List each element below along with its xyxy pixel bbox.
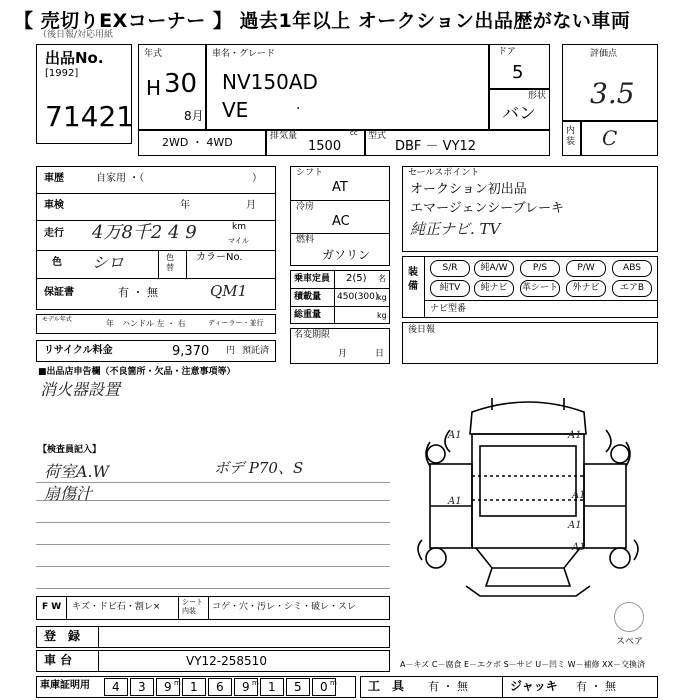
- inspector-line-1: 荷室A.W: [44, 462, 110, 481]
- later-report-box: [402, 322, 658, 364]
- cert-digit: 1: [190, 680, 198, 694]
- ac-label: 冷房: [296, 202, 315, 212]
- jack-value: 有 ・ 無: [576, 680, 616, 693]
- warranty-label: 保証書: [44, 287, 74, 298]
- cert-digit: 4: [112, 680, 120, 694]
- chassis-number: VY12-258510: [186, 654, 267, 668]
- sales-points-label: セールスポイント: [408, 168, 480, 178]
- exhibitor-notes-label: ■出品店申告欄（不良箇所・欠品・注意事項等）: [38, 367, 236, 377]
- equipment-item: P/S: [520, 260, 560, 277]
- interior-label: 内装: [566, 126, 576, 147]
- history-close: ）: [252, 173, 262, 184]
- cert-digit: 1: [268, 680, 276, 694]
- inspection-label: 車検: [44, 200, 64, 211]
- sub-note: （後日報/対応用紙: [38, 30, 114, 40]
- damage-mark-6: A1: [572, 542, 586, 553]
- dealer-label: ディーラー・並行: [208, 319, 264, 327]
- equipment-item: 純TV: [430, 280, 470, 297]
- warranty-value: 有 ・ 無: [118, 286, 158, 299]
- damage-legend: A－キズ C－腐食 E－エクボ S－サビ U－凹ミ W－補修 XX－交換済: [400, 660, 646, 669]
- color-no-value: QM1: [210, 282, 248, 300]
- weight-label: 総重量: [294, 310, 322, 320]
- displacement-value: 1500: [308, 139, 342, 154]
- sales-point-handwritten: 純正ナビ. TV: [410, 220, 501, 238]
- shape-label: 形状: [528, 91, 547, 101]
- color-value: シロ: [92, 253, 125, 272]
- capacity-label: 乗車定員: [294, 274, 331, 284]
- load-value: 450(300): [337, 292, 379, 302]
- navi-label: ナビ型番: [430, 304, 467, 314]
- banner: [0, 0, 700, 34]
- load-label: 積載量: [294, 292, 322, 302]
- history-value: 自家用 ・（: [96, 173, 145, 184]
- exhibitor-notes-text: 消火器設置: [40, 380, 121, 399]
- equipment-label: 装備: [408, 267, 418, 292]
- color-no-label: カラーNo.: [196, 252, 243, 263]
- equipment-item: P/W: [566, 260, 606, 277]
- sales-point-2: エマージェンシーブレーキ: [410, 201, 564, 216]
- model-label: 車名・グレード: [212, 49, 276, 59]
- recycle-unit: 円: [226, 346, 236, 356]
- chassis-label: 車 台: [44, 653, 73, 667]
- fw-text: キズ・ドビ石・割レ×: [72, 602, 161, 612]
- type-value: DBF － VY12: [395, 139, 477, 154]
- tools-value: 有 ・ 無: [428, 680, 468, 693]
- inspector-label: 【検査員記入】: [38, 445, 102, 455]
- inspection-month: 月: [246, 200, 256, 211]
- equipment-item: ABS: [612, 260, 652, 277]
- name-change-day: 日: [375, 349, 385, 359]
- name-change-label: 名変期限: [294, 330, 331, 340]
- equipment-item: 外ナビ: [566, 280, 606, 297]
- doors-label: ドア: [498, 47, 516, 57]
- history-label: 車歴: [44, 173, 64, 184]
- recycle-label: リサイクル料金: [44, 345, 113, 356]
- drive-value: 2WD ・ 4WD: [162, 136, 233, 149]
- fuel-label: 燃料: [296, 235, 315, 245]
- cert-digit: 3: [138, 680, 146, 694]
- weight-unit: kg: [377, 311, 387, 320]
- equipment-item: S/R: [430, 260, 470, 277]
- color-label: 色: [52, 257, 62, 268]
- equipment-item: 純ナビ: [474, 280, 514, 297]
- spare-label: スペア: [616, 637, 644, 647]
- ac-value: AC: [332, 214, 350, 229]
- registration-label: 登 録: [44, 629, 81, 643]
- damage-mark-4: A1: [572, 490, 586, 501]
- lot-box: [36, 44, 135, 144]
- inspection-year: 年: [180, 200, 190, 211]
- garage-cert-label: 車庫証明用: [40, 680, 90, 691]
- inspector-line-2: 扇傷汁: [44, 484, 93, 503]
- equipment-item: 革シート: [520, 280, 560, 297]
- damage-mark-5: A1: [568, 520, 582, 531]
- seat-text: コゲ・穴・汚レ・シミ・破レ・スレ: [212, 602, 357, 612]
- seat-label: シート内装: [182, 598, 203, 615]
- color-change: 色替: [166, 253, 174, 272]
- model-year-unit: 年: [106, 319, 114, 328]
- cert-digit: 9: [164, 680, 172, 694]
- lot-label: 出品No.: [45, 49, 104, 67]
- jack-label: ジャッキ: [510, 679, 558, 693]
- model-name: NV150AD: [222, 70, 318, 94]
- cert-unit: m: [330, 679, 337, 687]
- spare-tire-icon: [614, 602, 644, 632]
- cert-digit: 6: [216, 680, 224, 694]
- damage-mark-1: A1: [448, 430, 462, 441]
- cert-digit: 9: [242, 680, 250, 694]
- equipment-item: エアB: [612, 280, 652, 297]
- tools-label: 工 具: [368, 679, 405, 693]
- mileage-km: km: [232, 222, 246, 232]
- cert-digit: 5: [294, 680, 302, 694]
- year-month: 8月: [184, 109, 204, 123]
- capacity-value: 2(5): [346, 273, 367, 284]
- fw-label: F W: [42, 602, 62, 612]
- damage-mark-3: A1: [448, 496, 462, 507]
- cert-unit: m: [252, 679, 259, 687]
- equipment-item: 純A/W: [474, 260, 514, 277]
- shift-label: シフト: [296, 168, 324, 178]
- displacement-label: 排気量: [270, 131, 298, 141]
- lot-number: 71421: [45, 100, 135, 133]
- shift-value: AT: [332, 180, 348, 195]
- recycle-note: 預託済: [242, 346, 270, 356]
- type-label: 型式: [368, 131, 387, 141]
- score-value: 3.5: [590, 77, 635, 110]
- registration-row: [36, 626, 390, 648]
- model-dot: .: [296, 97, 301, 113]
- fuel-value: ガソリン: [322, 248, 371, 262]
- inspector-line-3: ボデ P70、S: [214, 459, 304, 477]
- later-report-label: 後日報: [408, 325, 436, 335]
- mileage-value: 4万8千2 4 9: [92, 222, 197, 243]
- car-damage-diagram: [400, 390, 656, 602]
- handle-label: ハンドル 左 ・ 右: [122, 319, 186, 328]
- displacement-unit: cc: [350, 129, 358, 137]
- model-year-label: モデル年式: [42, 316, 72, 323]
- lot-stamp: [1992]: [45, 68, 79, 79]
- year-label: 年式: [144, 49, 163, 59]
- name-change-month: 月: [338, 349, 348, 359]
- shape-value: バン: [502, 104, 536, 124]
- year-value: 30: [164, 69, 198, 99]
- sales-point-1: オークション初出品: [410, 182, 527, 197]
- interior-value: C: [602, 126, 618, 150]
- capacity-unit: 名: [378, 274, 386, 283]
- mileage-mile: マイル: [228, 237, 249, 245]
- score-label: 評価点: [590, 49, 618, 59]
- recycle-value: 9,370: [172, 344, 210, 359]
- load-unit: kg: [377, 293, 387, 302]
- year-era: H: [146, 76, 162, 100]
- model-grade: VE: [222, 98, 249, 122]
- damage-mark-2: A1: [568, 430, 582, 441]
- banner-title: 【 売切りEXコーナー 】 過去1年以上 オークション出品歴がない車両: [14, 10, 631, 32]
- doors-value: 5: [512, 62, 524, 83]
- mileage-label: 走行: [44, 228, 64, 239]
- cert-digit: 0: [320, 680, 328, 694]
- cert-unit: m: [174, 679, 181, 687]
